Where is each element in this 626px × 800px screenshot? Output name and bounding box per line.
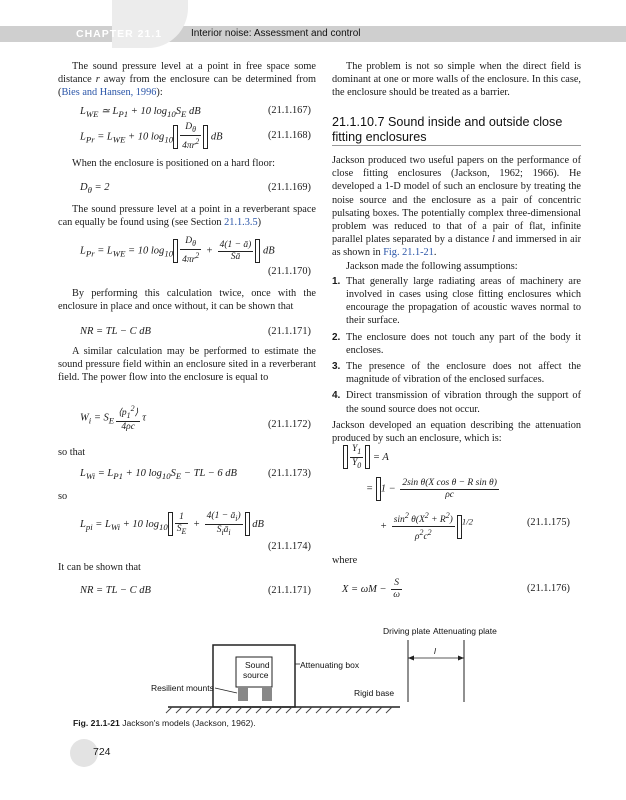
mount-left <box>238 687 248 701</box>
equation-175-c: + $\frac{\sin^2 \theta(X^2 + R^2)}{\rho^2c^2}$ $^{1/2}$ <box>380 511 474 543</box>
equation-171: NR = TL − C dB <box>80 326 151 337</box>
page-number: 724 <box>93 746 111 758</box>
equation-174: $L_{pi} = L_{Wi} + 10$ $\log_{10}$ $\frac{1}{S_E}$ + $\frac{4(1 - ā_i)}{S_iā_i}$ dB <box>80 511 264 537</box>
hatching <box>166 707 392 713</box>
resilient-mounts-label: Resilient mounts <box>151 683 214 693</box>
driving-plate-label: Driving plate <box>383 626 431 636</box>
citation-link[interactable]: Bies and Hansen, 1996 <box>61 87 157 99</box>
equation-175-a: $\frac{Y_1}{Y_0}$ = A <box>343 444 389 471</box>
where-text: where <box>332 555 358 566</box>
running-title: Interior noise: Assessment and control <box>191 28 361 39</box>
equation-167: $L_{WE}$ ≃ $L_{P1} + 10$ $\log_{10}S_E$ dB <box>80 106 201 120</box>
right-p2: Jackson produced two useful papers on the performance of close fitting enclosures (Jackson, 1962; 1966). He developed a 1-D model of such an enclosure by treating the noise source and the enclosure as a pair of concentric pulsating boxes. The potentially complex three-dimensional problem was reduced to that of a pair of flat, infinite parallel plates separated by a distance l and immersed in air as shown in Fig. 21.1-21. Jackson made the following assumptions: 1. That generally large radiating areas of machinery are involved in cases using close fitting enclosures which encourage the propagation of acoustic waves normal to their surface. 2. The enclosure does not touch any part of the body it encloses. 3. The presence of the enclosure does not affect the magnitude of vibration of the enclosed surfaces. 4. Direct transmission of vibration through the support of the sound source does not occur. Jackson developed an equation describing the attenuation produced by such an enclosure, which is: <box>332 155 581 445</box>
equation-176: X = ωM − $\frac{S}{\omega}$ <box>342 578 400 600</box>
mount-right <box>262 687 272 701</box>
figure-caption: Fig. 21.1-21 Jackson's models (Jackson, 1962). <box>73 718 256 728</box>
rigid-base-label: Rigid base <box>354 688 395 698</box>
left-intro: The sound pressure level at a point in free space some distance r away from the enclosure can be determined from (Bies and Hansen, 1996): <box>58 61 316 99</box>
sound-label: Sound <box>245 660 270 670</box>
left-p2: When the enclosure is positioned on a hard floor: <box>72 158 276 169</box>
so-that-text: so that <box>58 447 86 458</box>
equation-172: $W_i = S_E$ $\frac{⟨p_1^2⟩}{4\rho c}$ τ <box>80 404 146 433</box>
eq-number-171: (21.1.171) <box>268 326 311 337</box>
eq-number-176: (21.1.176) <box>527 583 570 594</box>
list-item: 2. The enclosure does not touch any part of the body it encloses. <box>332 331 581 356</box>
chapter-label: CHAPTER 21.1 <box>76 28 163 40</box>
equation-170: $L_{Pr} = L_{WE} = 10$ $\log_{10}$ $\frac{D_\theta}{4\pi r^2}$ + $\frac{4(1 - ā)}{Sā}$ dB <box>80 236 275 266</box>
eq-number-172: (21.1.172) <box>268 419 311 430</box>
eq-number-167: (21.1.167) <box>268 105 311 116</box>
left-p4: By performing this calculation twice, once with the enclosure in place and once without, it can be shown that <box>58 288 316 313</box>
source-label: source <box>243 670 269 680</box>
so-text: so <box>58 491 68 502</box>
list-item: 1. That generally large radiating areas of machinery are involved in cases using close fitting enclosures which encourage the propagation of acoustic waves normal to their surface. <box>332 275 581 327</box>
eq-number-168: (21.1.168) <box>268 130 311 141</box>
equation-168: $L_{Pr} = L_{WE} + 10$ $\log_{10}$ $\frac{D_\theta}{4\pi r^2}$ dB <box>80 122 223 152</box>
section-link[interactable]: 21.1.3.5 <box>224 217 258 229</box>
list-item: 4. Direct transmission of vibration through the support of the sound source does not occur. <box>332 390 581 415</box>
eq-number-170: (21.1.170) <box>268 266 311 277</box>
attenuating-plate-label: Attenuating plate <box>433 626 497 636</box>
equation-169: $D_\theta = 2$ <box>80 182 110 196</box>
list-item: 3. The presence of the enclosure does not affect the magnitude of vibration of the enclosed surfaces. <box>332 361 581 386</box>
equation-175-b: = 1 − $\frac{\text{2sin θ(X cos θ − R sin θ)}}{\rho c}$ <box>366 477 497 500</box>
section-heading: 21.1.10.7 Sound inside and outside close fitting enclosures <box>332 115 563 144</box>
eq-number-171b: (21.1.171) <box>268 585 311 596</box>
eq-number-173: (21.1.173) <box>268 468 311 479</box>
equation-171b: NR = TL − C dB <box>80 585 151 596</box>
distance-label: l <box>434 646 436 656</box>
eq-number-175: (21.1.175) <box>527 517 570 528</box>
left-p5: A similar calculation may be performed to estimate the sound pressure field within an enclosure sited in a reverberant field. The power flow into the enclosure is equal to <box>58 346 316 384</box>
attenuating-box-label: Attenuating box <box>300 660 360 670</box>
right-p1: The problem is not so simple when the direct field is dominant at one or more walls of the enclosure. In this case, the enclosure should be treated as a barrier. <box>332 61 581 99</box>
left-p3: The sound pressure level at a point in a reverberant space can equally be found using (see Section 21.1.3.5) <box>58 204 316 229</box>
equation-173: $L_{Wi} = L_{P1} + 10$ $\log_{10}S_E$ − TL − 6 dB <box>80 468 237 482</box>
left-p6: It can be shown that <box>58 562 141 573</box>
figure-link[interactable]: Fig. 21.1-21 <box>383 247 434 259</box>
eq-number-174: (21.1.174) <box>268 541 311 552</box>
eq-number-169: (21.1.169) <box>268 182 311 193</box>
